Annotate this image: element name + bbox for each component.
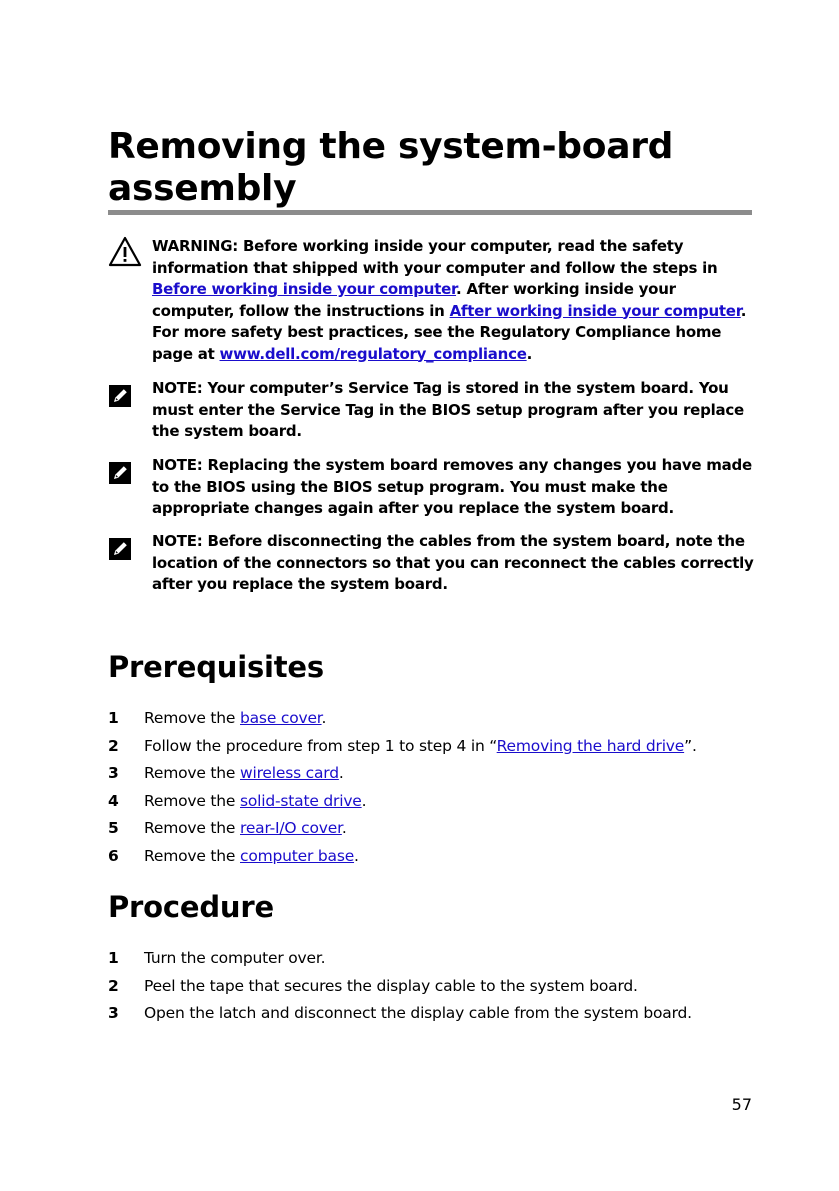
step-text-before: Remove the <box>144 846 240 865</box>
prerequisites-list <box>108 705 752 870</box>
step-text <box>144 760 344 788</box>
after-working-link[interactable]: After working inside your computer <box>449 301 741 320</box>
warning-mid2: . For more safety best practices, see the Regulatory Compliance home page at <box>152 301 747 363</box>
warning-triangle-icon <box>108 236 142 272</box>
step-number: 1 <box>108 949 119 967</box>
step-text-before: Remove the <box>144 791 240 810</box>
step-number: 1 <box>108 709 119 727</box>
step-text-before: Follow the procedure from step 1 to step 4 in “ <box>144 736 497 755</box>
note-text: NOTE: Replacing the system board removes any changes you have made to the BIOS using the BIOS setup program. You must make the appropriate changes again after you replace the system board. <box>152 456 752 517</box>
before-working-link[interactable]: Before working inside your computer <box>152 280 457 298</box>
list-item <box>108 1000 752 1028</box>
solid-state-drive-link[interactable]: solid-state drive <box>240 791 362 810</box>
title-underline <box>108 210 752 215</box>
step-number: 4 <box>108 791 119 810</box>
list-item <box>108 973 752 1001</box>
wireless-card-link[interactable]: wireless card <box>240 764 339 782</box>
procedure-list <box>108 945 752 1028</box>
step-text: Open the latch and disconnect the display cable from the system board. <box>144 1004 692 1022</box>
step-number: 2 <box>108 736 119 755</box>
page-title: Removing the system-board assembly <box>108 126 674 209</box>
list-item <box>108 705 752 733</box>
warning-block <box>108 236 756 370</box>
step-text-before: Remove the <box>144 819 240 837</box>
step-text <box>144 733 697 761</box>
step-text-after: . <box>361 791 367 810</box>
step-text-before: Remove the <box>144 709 240 727</box>
step-text: Turn the computer over. <box>144 949 326 967</box>
step-text-before: Remove the <box>144 764 240 782</box>
warning-text <box>152 236 756 365</box>
computer-base-link[interactable]: computer base <box>240 846 355 865</box>
step-text <box>144 788 366 816</box>
step-text: Peel the tape that secures the display cable to the system board. <box>144 976 638 995</box>
step-text <box>144 815 347 843</box>
step-number: 3 <box>108 764 119 782</box>
step-text-after: . <box>354 846 359 865</box>
step-number: 3 <box>108 1004 119 1022</box>
note-pencil-icon <box>108 537 132 565</box>
note-pencil-icon <box>108 461 132 489</box>
prerequisites-heading: Prerequisites <box>108 650 324 684</box>
list-item <box>108 843 752 871</box>
page-number: 57 <box>731 1095 752 1114</box>
note-block <box>108 378 756 444</box>
step-text-after: . <box>341 819 347 837</box>
step-text-after: ”. <box>684 736 697 755</box>
regulatory-compliance-link[interactable]: www.dell.com/regulatory_compliance <box>219 344 527 363</box>
step-text <box>144 705 326 733</box>
note-block <box>108 455 756 521</box>
list-item <box>108 733 752 761</box>
note-text: NOTE: Before disconnecting the cables from the system board, note the location of the connectors so that you can reconnect the cables correctly after you replace the system board. <box>152 532 754 593</box>
step-number: 5 <box>108 819 119 837</box>
step-number: 6 <box>108 846 119 865</box>
note-text: NOTE: Your computer’s Service Tag is stored in the system board. You must enter the Service Tag in the BIOS setup program after you replace the system board. <box>152 379 744 440</box>
base-cover-link[interactable]: base cover <box>240 709 322 727</box>
list-item <box>108 760 752 788</box>
list-item <box>108 788 752 816</box>
warning-mid: . After working inside your computer, follow the instructions in <box>152 280 676 320</box>
step-text-after: . <box>338 764 344 782</box>
warning-suffix: . <box>526 344 533 363</box>
note-pencil-icon <box>108 384 132 412</box>
list-item <box>108 815 752 843</box>
procedure-heading: Procedure <box>108 890 274 924</box>
step-text-after: . <box>321 709 327 727</box>
removing-hard-drive-link[interactable]: Removing the hard drive <box>496 736 685 755</box>
rear-io-cover-link[interactable]: rear-I/O cover <box>240 819 342 837</box>
step-text <box>144 843 359 871</box>
list-item <box>108 945 752 973</box>
step-number: 2 <box>108 976 119 995</box>
note-block <box>108 531 756 597</box>
warning-prefix: WARNING: Before working inside your computer, read the safety information that shipped with your computer and follow the steps in <box>152 237 718 277</box>
